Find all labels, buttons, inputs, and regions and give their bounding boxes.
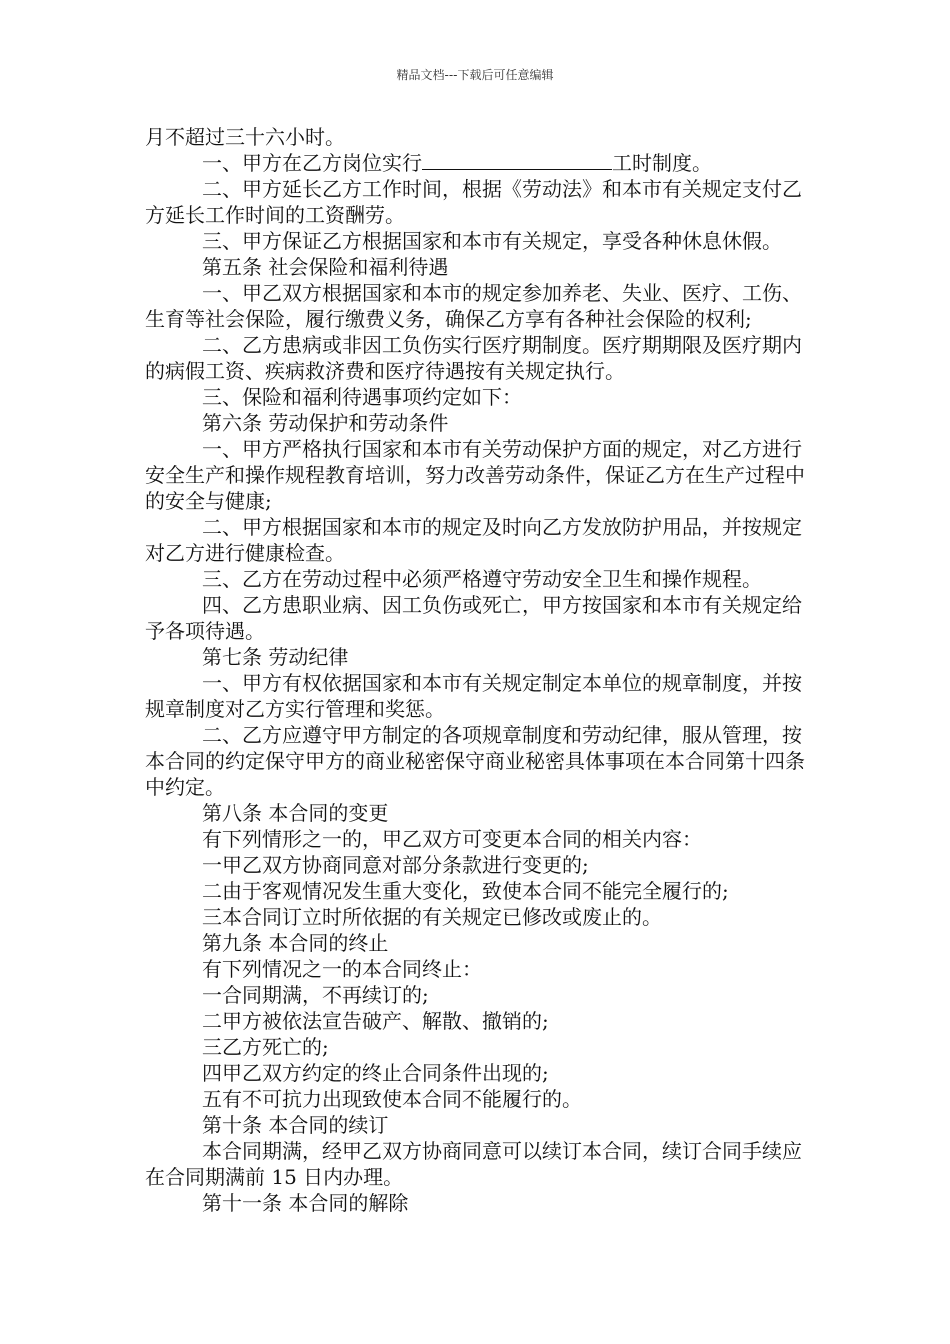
article-heading: 第五条 社会保险和福利待遇	[202, 255, 449, 279]
paragraph-with-blank	[145, 150, 813, 176]
list-item: 一合同期满，不再续订的;	[202, 983, 429, 1007]
paragraph: 一、甲方严格执行国家和本市有关劳动保护方面的规定，对乙方进行安全生产和操作规程教育培训，努力改善劳动条件，保证乙方在生产过程中的安全与健康;	[145, 437, 805, 513]
paragraph-text-after-blank: 工时制度。	[612, 151, 712, 175]
list-item: 五有不可抗力出现致使本合同不能履行的。	[202, 1087, 582, 1111]
list-item: 四甲乙双方约定的终止合同条件出现的;	[202, 1061, 549, 1085]
paragraph: 有下列情形之一的，甲乙双方可变更本合同的相关内容：	[202, 827, 702, 851]
list-item: 二甲方被依法宣告破产、解散、撤销的;	[202, 1009, 549, 1033]
paragraph: 有下列情况之一的本合同终止：	[202, 957, 482, 981]
article-heading: 第七条 劳动纪律	[202, 645, 349, 669]
document-body	[145, 124, 813, 1216]
page-header: 精品文档---下载后可任意编辑	[396, 68, 554, 82]
article-heading: 第六条 劳动保护和劳动条件	[202, 411, 449, 435]
article-heading: 第九条 本合同的终止	[202, 931, 389, 955]
paragraph: 二、乙方应遵守甲方制定的各项规章制度和劳动纪律，服从管理，按本合同的约定保守甲方的商业秘密保守商业秘密具体事项在本合同第十四条中约定。	[145, 723, 805, 799]
paragraph: 二、乙方患病或非因工负伤实行医疗期制度。医疗期期限及医疗期内的病假工资、疾病救济费和医疗待遇按有关规定执行。	[145, 333, 802, 383]
paragraph: 四、乙方患职业病、因工负伤或死亡，甲方按国家和本市有关规定给予各项待遇。	[145, 593, 802, 643]
paragraph: 三、甲方保证乙方根据国家和本市有关规定，享受各种休息休假。	[202, 229, 782, 253]
paragraph: 一、甲乙双方根据国家和本市的规定参加养老、失业、医疗、工伤、生育等社会保险，履行缴费义务，确保乙方享有各种社会保险的权利;	[145, 281, 802, 331]
list-item: 三本合同订立时所依据的有关规定已修改或废止的。	[202, 905, 662, 929]
list-item: 二由于客观情况发生重大变化，致使本合同不能完全履行的;	[202, 879, 729, 903]
paragraph: 月不超过三十六小时。	[145, 125, 345, 149]
list-item: 三乙方死亡的;	[202, 1035, 329, 1059]
paragraph: 一、甲方有权依据国家和本市有关规定制定本单位的规章制度，并按规章制度对乙方实行管理和奖惩。	[145, 671, 802, 721]
paragraph: 二、甲方根据国家和本市的规定及时向乙方发放防护用品，并按规定对乙方进行健康检查。	[145, 515, 802, 565]
list-item: 一甲乙双方协商同意对部分条款进行变更的;	[202, 853, 589, 877]
article-heading: 第十一条 本合同的解除	[202, 1191, 409, 1215]
article-heading: 第八条 本合同的变更	[202, 801, 389, 825]
fill-in-blank	[422, 151, 612, 170]
paragraph-text-before-blank: 一、甲方在乙方岗位实行	[202, 151, 422, 175]
article-heading: 第十条 本合同的续订	[202, 1113, 389, 1137]
paragraph: 三、保险和福利待遇事项约定如下：	[202, 385, 522, 409]
paragraph: 本合同期满，经甲乙双方协商同意可以续订本合同，续订合同手续应在合同期满前 15 日内办理。	[145, 1139, 802, 1189]
paragraph: 三、乙方在劳动过程中必须严格遵守劳动安全卫生和操作规程。	[202, 567, 762, 591]
paragraph: 二、甲方延长乙方工作时间，根据《劳动法》和本市有关规定支付乙方延长工作时间的工资酬劳。	[145, 177, 802, 227]
